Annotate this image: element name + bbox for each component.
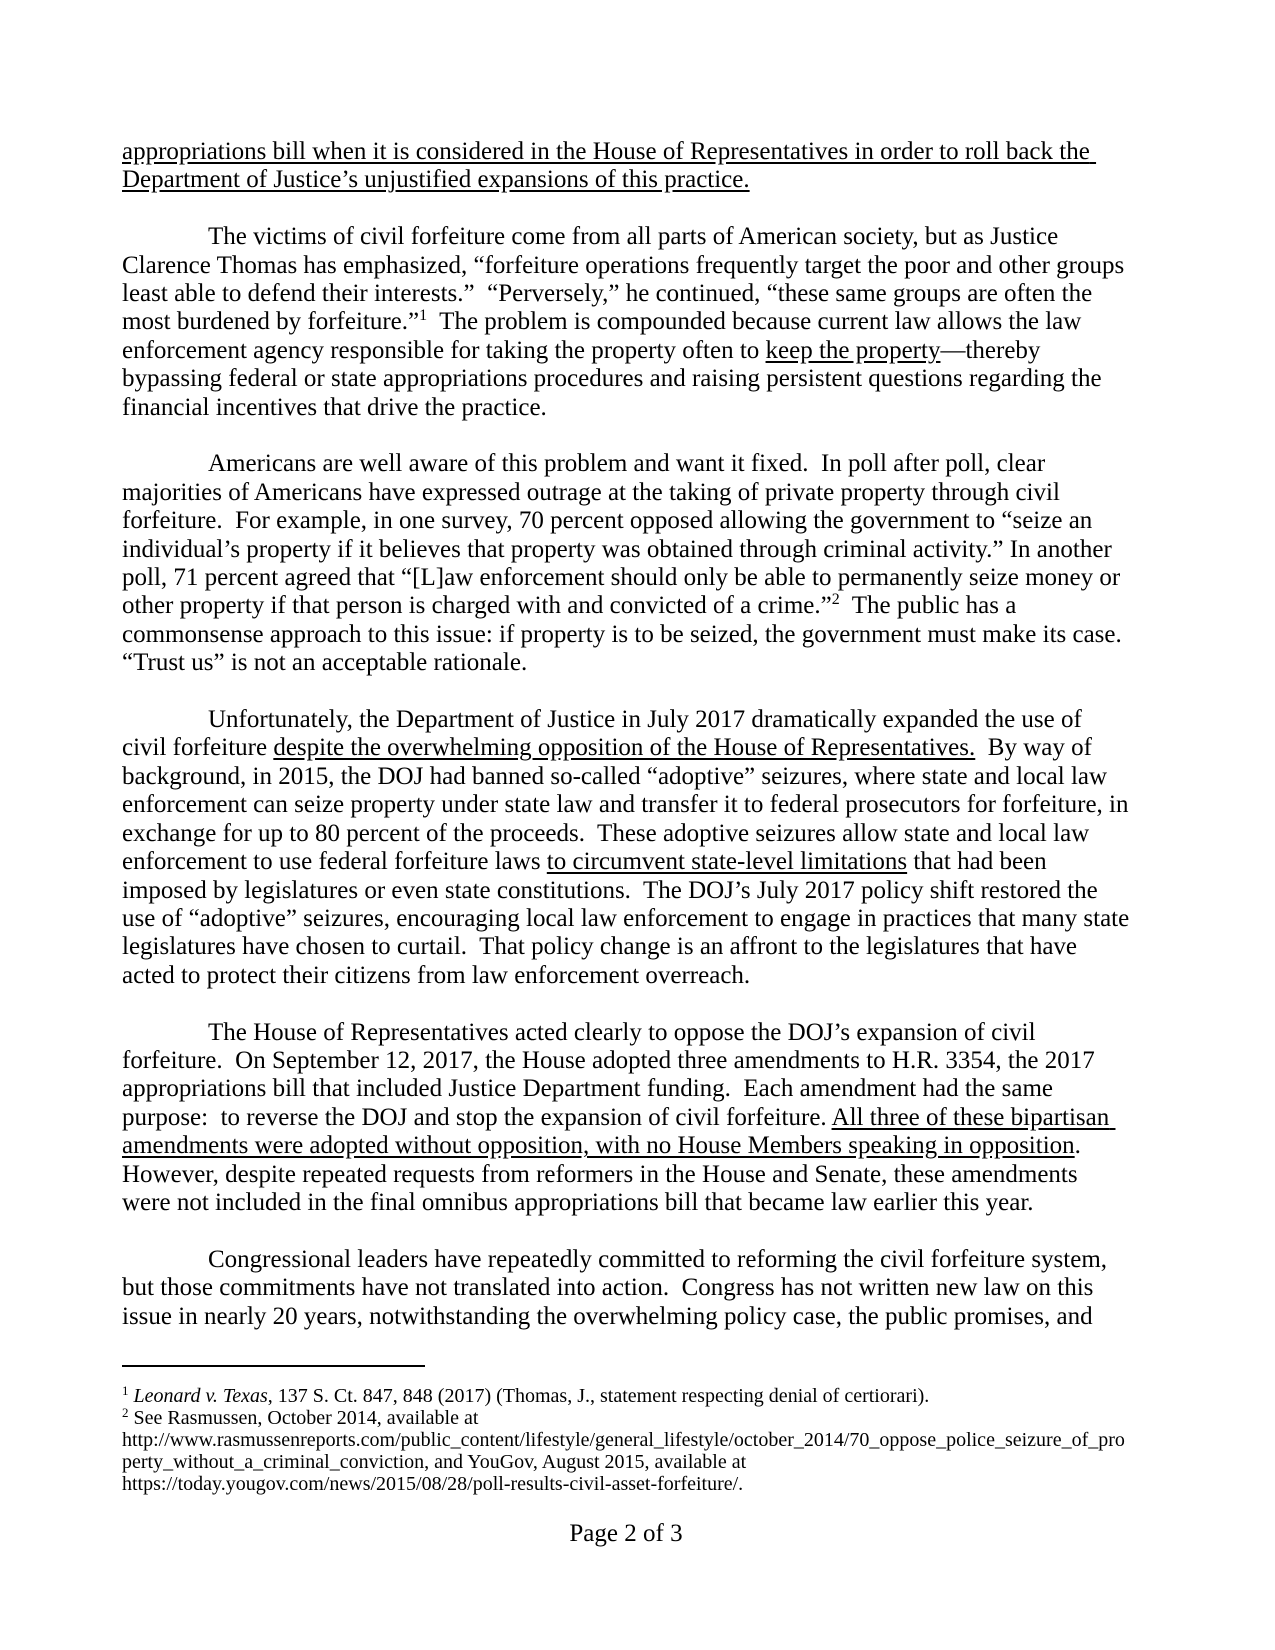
text-run: . However, despite repeated requests from reformers in the House and Senate, these amendments were not included in the final omnibus appropriations bill that became law earlier this year. [122,1132,1088,1216]
text-run: The problem is compounded because current law allows the law enforcement agency responsible for taking the property often to [122,308,1088,364]
underlined-text: appropriations bill when it is considered in the House of Representatives in order to roll back the Department of Justice’s unjustified expansions of this practice. [122,138,1097,194]
text-run: Congressional leaders have repeatedly committed to reforming the civil forfeiture system, but those commitments have not translated into action. Congress has not written new law on this issue in nearly 20 years, notwithstanding the overwhelming policy case, the public promises, and [122,1245,1114,1330]
text-run: See Rasmussen, October 2014, available at http://www.rasmussenreports.com/public_content/lifestyle/general_lifestyle/october_2014/70_oppose_police_seizure_of_property_without_a_criminal_conviction, and YouGov, August 2015, available at https://today.yougov.com/news/2015/08/28/poll-results-civil-asset-forfeiture/. [122,1406,1125,1495]
body-paragraph-1 [122,138,1130,195]
text-run: that had been imposed by legislatures or even state constitutions. The DOJ’s July 2017 policy shift restored the use of “adoptive” seizures, encouraging local law enforcement to engage in practices that many state legislatures have chosen to curtail. That policy change is an affront to the legislatures that have acted to protect their citizens from law enforcement overreach. [122,848,1136,989]
underlined-text: despite the overwhelming opposition of the House of Representatives. [273,734,976,762]
body-paragraph-6 [122,1246,1130,1331]
footnote-separator [122,1365,425,1367]
underlined-text: keep the property [765,336,941,364]
page-number: Page 2 of 3 [569,1520,683,1547]
text-run: By way of background, in 2015, the DOJ had banned so-called “adoptive” seizures, where state and local law enforcement can seize property under state law and transfer it to federal prosecutors for forfeiture, in exchange for up to 80 percent of the proceeds. These adoptive seizures allow state and local law enforcement to use federal forfeiture laws [122,734,1135,876]
footnote-reference: 2 [831,591,840,609]
text-run: The public has a commonsense approach to this issue: if property is to be seized, the government must make its case. “Trust us” is not an acceptable rationale. [122,592,1135,677]
text-run: Unfortunately, the Department of Justice in July 2017 dramatically expanded the use of civil forfeiture [122,706,1089,762]
italic-text: Leonard v. Texas [133,1384,268,1407]
footnote-marker: 1 [122,1382,129,1398]
letter-body [122,138,1136,1495]
body-paragraph-5 [122,1019,1130,1218]
underlined-text: All three of these bipartisan amendments were adopted without opposition, with no House Members speaking in opposition [122,1103,1116,1160]
text-run: —thereby bypassing federal or state appropriations procedures and raising persistent questions regarding the financial incentives that drive the practice. [122,336,1108,421]
text-run: The House of Representatives acted clearly to oppose the DOJ’s expansion of civil forfeiture. On September 12, 2017, the House adopted three amendments to H.R. 3354, the 2017 appropriations bill that included Justice Department funding. Each amendment had the same purpose: to reverse the DOJ and stop the expansion of civil forfeiture. [122,1018,1101,1131]
text-run: , 137 S. Ct. 847, 848 (2017) (Thomas, J., statement respecting denial of certiorari). [267,1384,930,1407]
text-run: The victims of civil forfeiture come from all parts of American society, but as Justice Clarence Thomas has emphasized, “forfeiture operations frequently target the poor and other groups least able to defend their interests.” “Perversely,” he continued, “these same groups are often the most burdened by forfeiture.” [122,223,1131,336]
text-run: Americans are well aware of this problem and want it fixed. In poll after poll, clear majorities of Americans have expressed outrage at the taking of private property through civil forfeiture. For example, in one survey, 70 percent opposed allowing the government to “seize an individual’s property if it believes that property was obtained through criminal activity.” In another poll, 71 percent agreed that “[L]aw enforcement should only be able to permanently seize money or other property if that person is charged with and convicted of a crime.” [122,450,1127,620]
body-paragraph-2 [122,223,1130,422]
footnote-reference: 1 [419,307,428,325]
footnote-marker: 2 [122,1404,129,1420]
body-paragraph-3 [122,450,1135,677]
body-paragraph-4 [122,706,1136,990]
footnotes-section [122,1382,1130,1495]
footnote-1 [122,1382,1130,1407]
body-paragraphs [122,138,1136,1331]
footnote-2 [122,1404,1130,1495]
underlined-text: to circumvent state-level limitations [546,848,908,876]
